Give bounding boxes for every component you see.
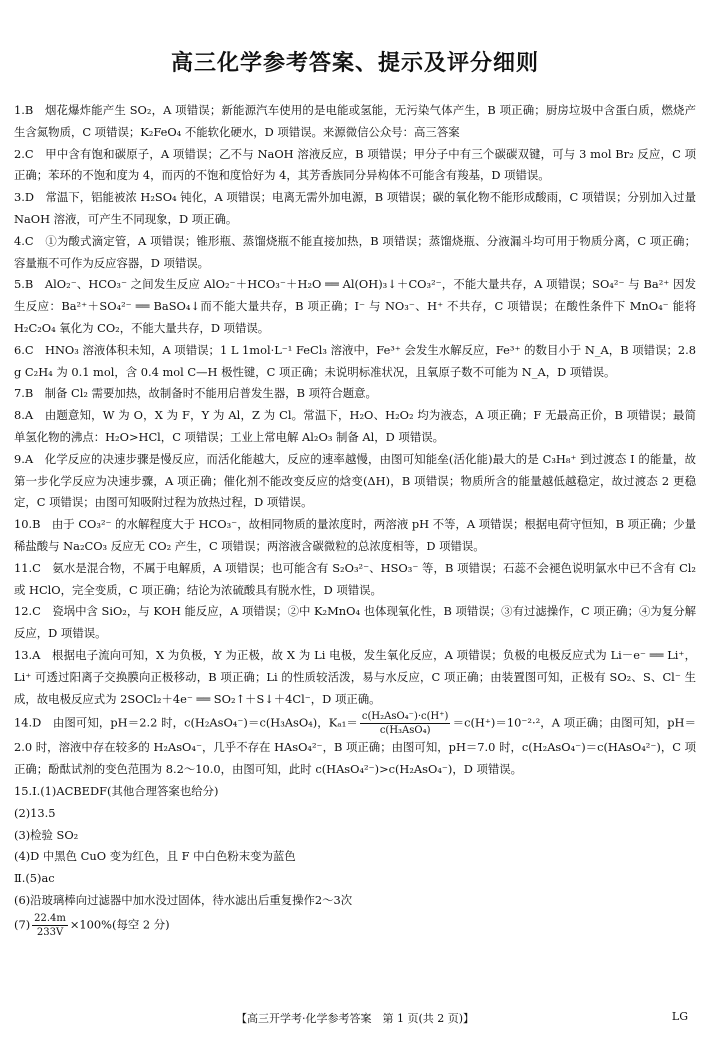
answer-item-15 — [14, 781, 696, 939]
answer-item-5: 5.B AlO₂⁻、HCO₃⁻ 之间发生反应 AlO₂⁻＋HCO₃⁻＋H₂O ══ Al(OH)₃↓＋CO₃²⁻，不能大量共存，A 项错误；SO₄²⁻ 与 Ba²⁺ 因发生反应：Ba²⁺＋SO₄²⁻ ══ BaSO₄↓而不能大量共存，B 项正确；I⁻ 与 NO₃⁻、H⁺ 不共存，C 项错误；在酸性条件下 MnO₄⁻ 能将 H₂C₂O₄ 氧化为 CO₂，不能大量共存，D 项错误。 — [14, 277, 696, 335]
answer-item-7: 7.B 制备 Cl₂ 需要加热，故制备时不能用启普发生器，B 项符合题意。 — [14, 386, 377, 401]
ka1-fraction — [360, 710, 451, 737]
page-title: 高三化学参考答案、提示及评分细则 — [170, 51, 539, 76]
yield-numerator: 22.4m — [34, 912, 66, 924]
item15-line-4: (4)D 中黑色 CuO 变为红色，且 F 中白色粉末变为蓝色 — [14, 849, 296, 864]
item15-line-7-prefix: (7) — [14, 917, 31, 932]
answer-item-10: 10.B 由于 CO₃²⁻ 的水解程度大于 HCO₃⁻，故相同物质的量浓度时，两溶液 pH 不等，A 项错误；根据电荷守恒知，B 项正确；少量稀盐酸与 Na₂CO₃ 反应无 CO₂ 产生，C 项错误；两溶液含碳微粒的总浓度相等，D 项错误。 — [14, 517, 696, 553]
item14-text-b: ＝c(H⁺)＝10⁻²·²，A 项正确；由图可知，pH＝2.0 时，溶液中存在较多的 H₂AsO₄⁻，几乎不存在 HAsO₄²⁻，B 项正确；由图可知，pH＝7.0 时，c(H₂AsO₄⁻)＝c(HAsO₄²⁻)，C 项正确；酚酞试剂的变色范围为 8.2～10.0，由图可知，此时 c(HAsO₄²⁻)>c(H₂AsO₄⁻)，D 项错误。 — [14, 715, 696, 777]
answer-item-13: 13.A 根据电子流向可知，X 为负极，Y 为正极，故 X 为 Li 电极，发生氧化反应，A 项错误；负极的电极反应式为 Li－e⁻ ══ Li⁺，Li⁺ 可透过阳离子交换膜向正极移动，B 项正确；Li 的性质较活泼，易与水反应，C 项正确；由装置图可知，正极有 SO₂、S、Cl⁻ 生成，故电极反应式为 2SOCl₂＋4e⁻ ══ SO₂↑＋S↓＋4Cl⁻，D 项正确。 — [14, 647, 696, 706]
answer-item-3: 3.D 常温下，铝能被浓 H₂SO₄ 钝化，A 项错误；电离无需外加电源，B 项错误；碳的氧化物不能形成酸雨，C 项错误；分别加入过量 NaOH 溶液，可产生不同现象，D 项正确。 — [14, 190, 696, 226]
page-footer — [0, 1010, 710, 1030]
answer-item-1: 1.B 烟花爆炸能产生 SO₂，A 项错误；新能源汽车使用的是电能或氢能，无污染气体产生，B 项正确；厨房垃圾中含蛋白质，燃烧产生含氮物质，C 项错误；K₂FeO₄ 不能软化硬水，D 项错误。来源微信公众号：高三答案 — [14, 103, 696, 139]
yield-denominator: 233V — [36, 926, 64, 938]
answer-list — [14, 100, 696, 939]
answer-item-2: 2.C 甲中含有饱和碳原子，A 项错误；乙不与 NaOH 溶液反应，B 项错误；甲分子中有三个碳碳双键，可与 3 mol Br₂ 反应，C 项正确；苯环的不饱和度为 4，而丙的不饱和度恰好为 4，其芳香族同分异构体不可能含有羧基，D 项错误。 — [14, 146, 696, 183]
footer-code: LG — [671, 1010, 688, 1023]
item15-line-5: Ⅱ.(5)ac — [14, 871, 55, 886]
item15-line-7-suffix: ×100%(每空 2 分) — [69, 917, 170, 932]
item15-line-2: (2)13.5 — [14, 805, 56, 820]
answer-item-11: 11.C 氨水是混合物，不属于电解质，A 项错误；也可能含有 S₂O₃²⁻、HSO₃⁻ 等，B 项错误；石蕊不会褪色说明氯水中已不含有 Cl₂ 或 HClO，完全变质，C 项正确；结论为浓硫酸具有脱水性，D 项错误。 — [14, 560, 696, 597]
item14-text-a: 14.D 由图可知，pH＝2.2 时，c(H₂AsO₄⁻)＝c(H₃AsO₄)，Kₐ₁＝ — [14, 715, 358, 730]
answer-item-6: 6.C HNO₃ 溶液体积未知，A 项错误；1 L 1mol·L⁻¹ FeCl₃ 溶液中，Fe³⁺ 会发生水解反应，Fe³⁺ 的数目小于 N_A，B 项错误；2.8 g C₂H₄ 为 0.1 mol，含 0.4 mol C—H 极性键，C 项正确；未说明标准状况，且氧原子数不可能为 N_A，D 项错误。 — [14, 342, 696, 379]
answer-item-4: 4.C ①为酸式滴定管，A 项错误；锥形瓶、蒸馏烧瓶不能直接加热，B 项错误；蒸馏烧瓶、分液漏斗均可用于物质分离，C 项正确；容量瓶不可作为反应容器，D 项错误。 — [14, 233, 696, 270]
answer-item-14 — [14, 710, 696, 781]
ka1-denominator: c(H₃AsO₄) — [379, 725, 431, 737]
answer-item-8: 8.A 由题意知，W 为 O，X 为 F，Y 为 Al，Z 为 Cl。常温下，H₂O、H₂O₂ 均为液态，A 项正确；F 无最高正价，B 项错误；最简单氢化物的沸点：H₂O>HCl，C 项错误；工业上常电解 Al₂O₃ 制备 Al，D 项错误。 — [14, 408, 696, 444]
footer-page-info: 【高三开学考·化学参考答案 第 1 页(共 2 页)】 — [235, 1012, 475, 1025]
item15-line-6: (6)沿玻璃棒向过滤器中加水没过固体，待水滤出后重复操作2～3次 — [14, 892, 353, 907]
ka1-numerator: c(H₂AsO₄⁻)·c(H⁺) — [361, 711, 449, 723]
item15-line-7 — [14, 912, 696, 939]
yield-fraction — [32, 912, 68, 939]
answer-item-9: 9.A 化学反应的决速步骤是慢反应，而活化能越大，反应的速率越慢，由图可知能垒(活化能)最大的是 C₃H₈⁺ 到过渡态 I 的能量，故第一步化学反应为决速步骤，A 项正确；催化剂不能改变反应的焓变(ΔH)，B 项错误；物质所含的能量越低越稳定，故过渡态 2 更稳定，C 项错误；由图可知吸附过程为放热过程，D 项错误。 — [14, 451, 696, 510]
item15-line-1: 15.Ⅰ.(1)ACBEDF(其他合理答案也给分) — [14, 783, 219, 798]
item15-line-3: (3)检验 SO₂ — [14, 827, 79, 842]
answer-item-12: 12.C 瓷埚中含 SiO₂，与 KOH 能反应，A 项错误；②中 K₂MnO₄ 也体现氧化性，B 项错误；③有过滤操作，C 项正确；④为复分解反应，D 项错误。 — [14, 604, 696, 641]
